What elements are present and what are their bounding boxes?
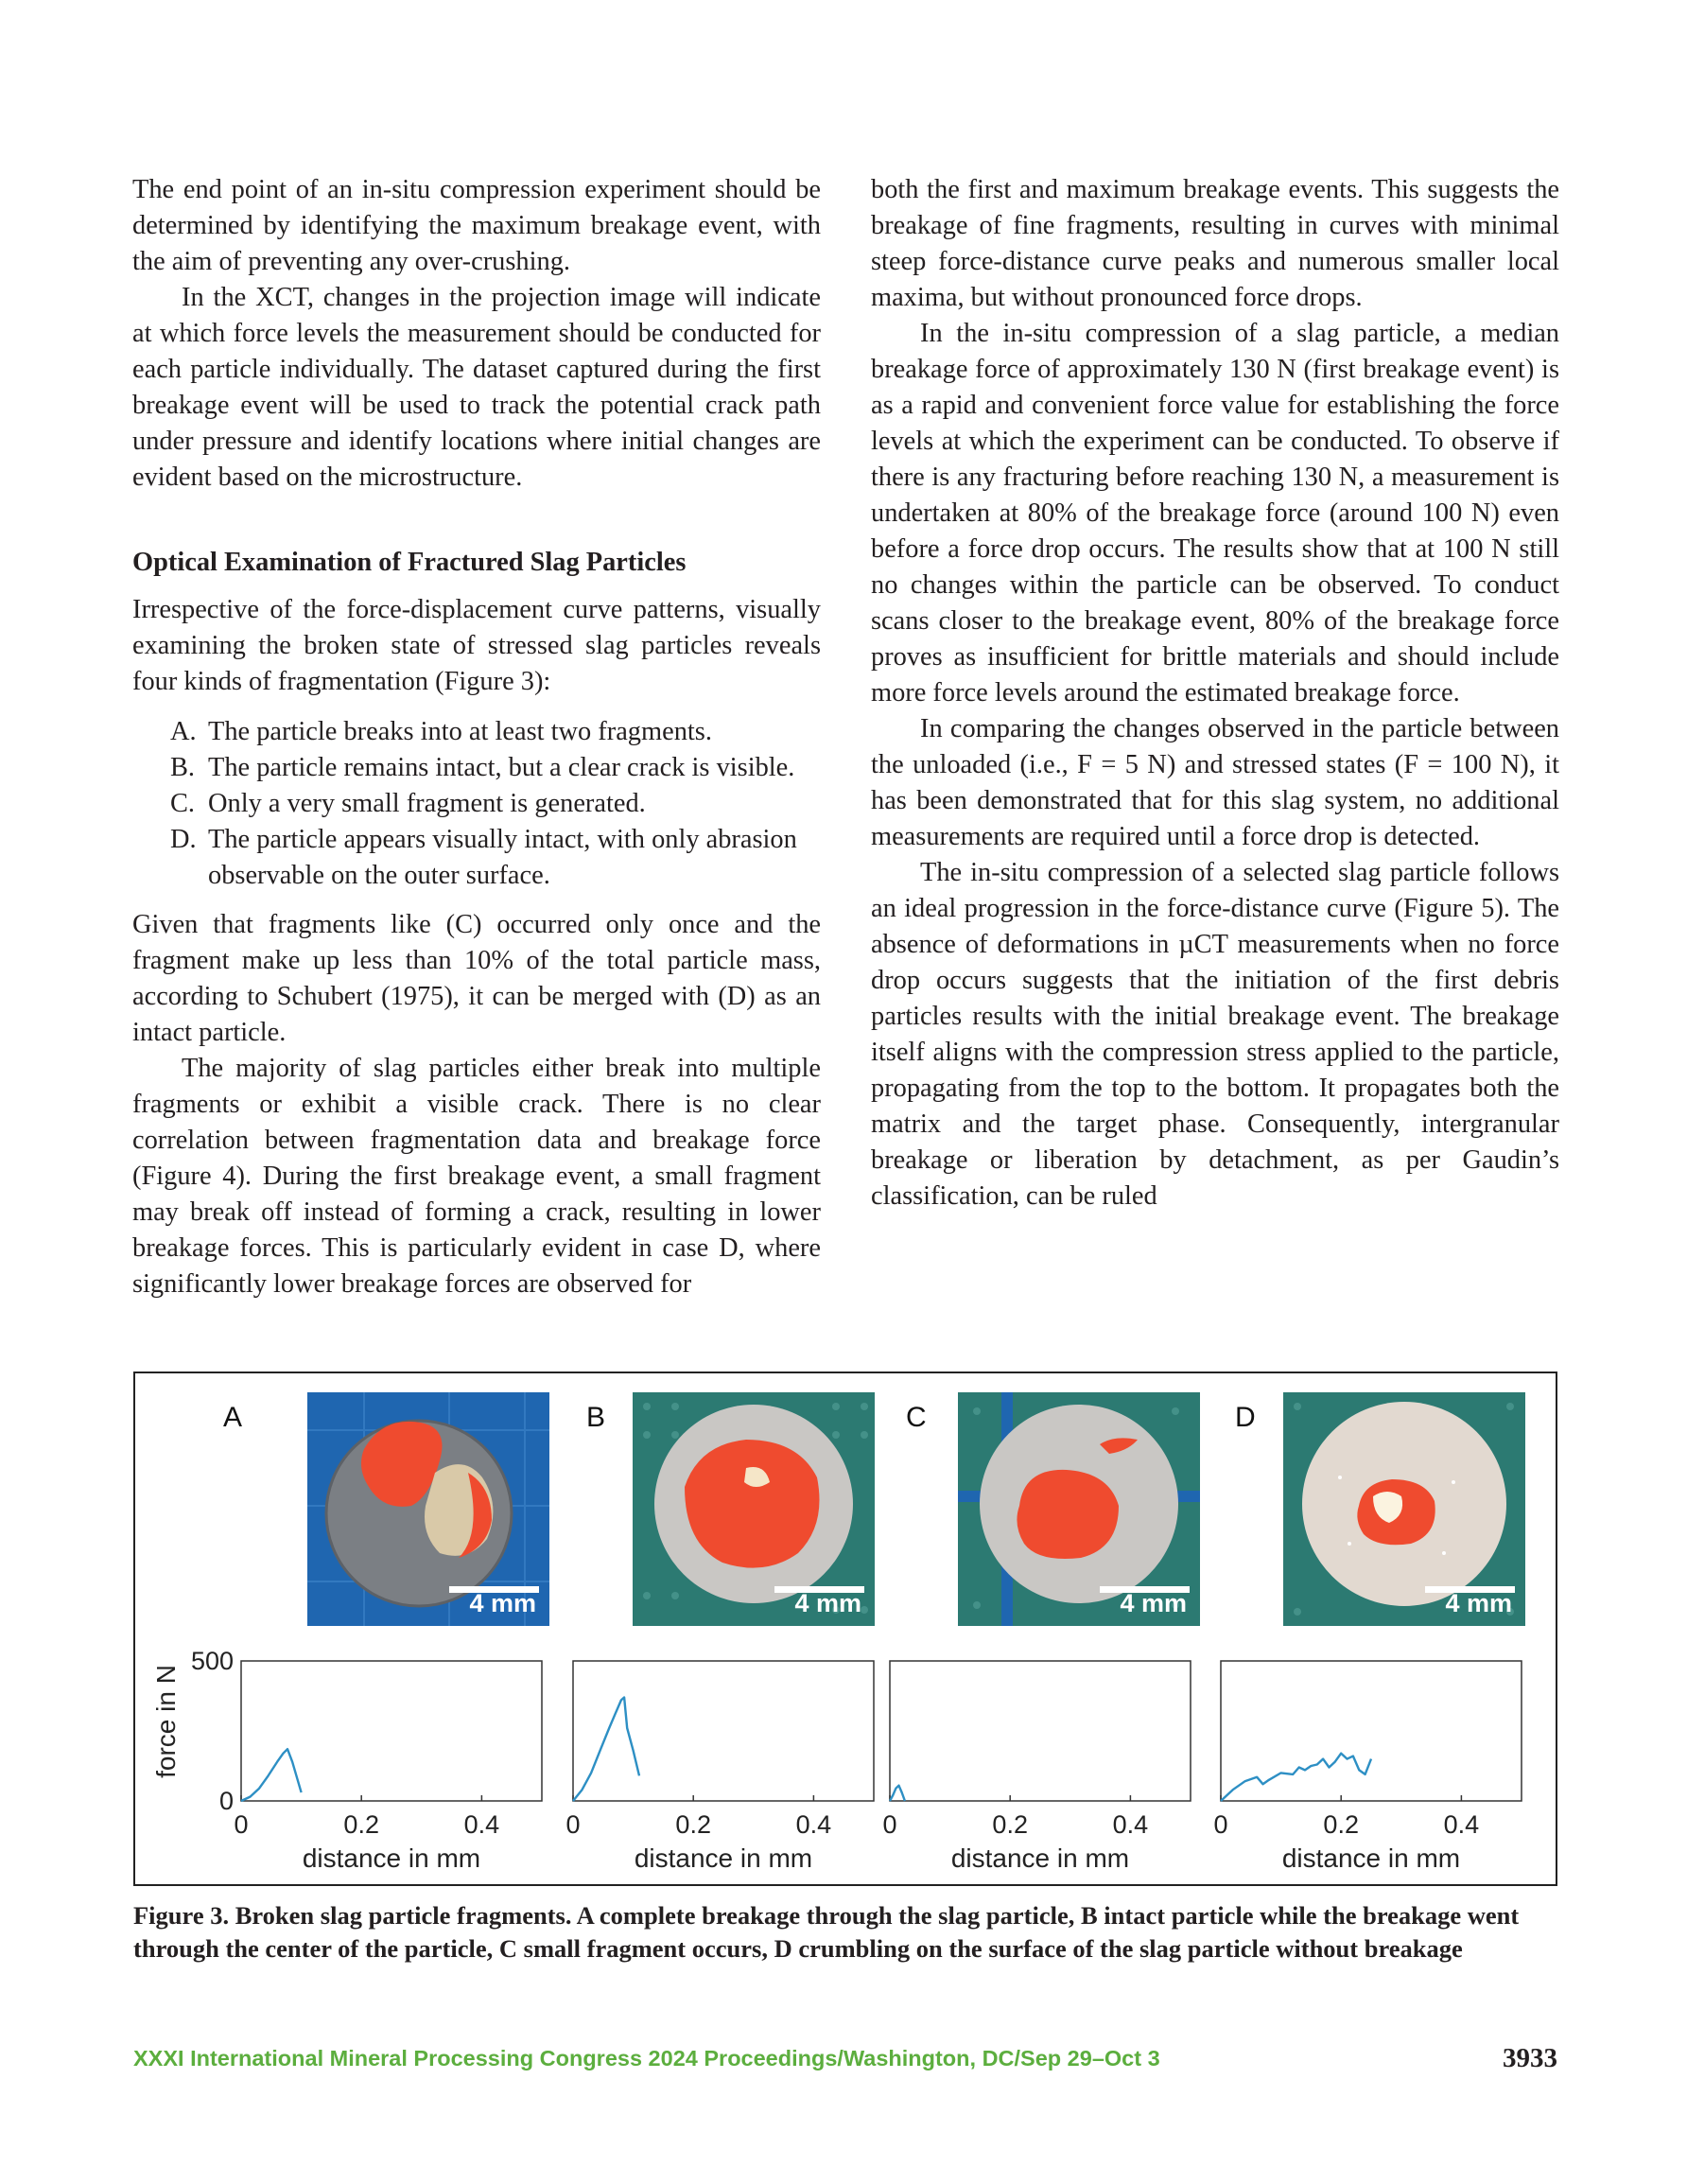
left-column bbox=[132, 172, 821, 1302]
paragraph: both the first and maximum breakage events. This suggests the breakage of fine fragments, resulting in curves with minimal steep force-distance curve peaks and numerous smaller local maxima, but without pronounced force drops. bbox=[871, 175, 1559, 312]
list-letter: B. bbox=[170, 753, 196, 782]
conference-footer: XXXI International Mineral Processing Congress 2024 Proceedings/Washington, DC/Sep 29–Oct 3 bbox=[133, 2046, 1160, 2070]
x-tick-label: 0 bbox=[882, 1810, 897, 1839]
list-text: Only a very small fragment is generated. bbox=[208, 789, 646, 818]
paragraph: In the XCT, changes in the projection image will indicate at which force levels the measurement should be conducted for each particle individually. The dataset captured during the first breakage event will be used to track the potential crack path under pressure and identify locations where initial changes are evident based on the microstructure. bbox=[132, 283, 821, 492]
list-letter: A. bbox=[170, 717, 197, 746]
x-tick-label: 0.4 bbox=[795, 1810, 832, 1839]
plot-frame bbox=[241, 1661, 542, 1801]
x-tick-label: 0.4 bbox=[1443, 1810, 1480, 1839]
list-text: The particle breaks into at least two fragments. bbox=[208, 717, 712, 746]
force-curve-c bbox=[890, 1786, 905, 1801]
x-axis-label: distance in mm bbox=[634, 1843, 813, 1873]
scale-bar-label: 4 mm bbox=[794, 1589, 861, 1617]
x-tick-label: 0 bbox=[1213, 1810, 1228, 1839]
paragraph: The end point of an in-situ compression experiment should be determined by identifying the maximum breakage event, with the aim of preventing any over-crushing. bbox=[132, 175, 821, 276]
force-curve-b bbox=[573, 1698, 639, 1802]
x-tick-label: 0.2 bbox=[1323, 1810, 1359, 1839]
fragmentation-list bbox=[132, 714, 821, 894]
paragraph: In the in-situ compression of a slag particle, a median breakage force of approximately 130 N (first breakage event) is as a rapid and convenient force value for establishing the force levels at which the experiment can be conducted. To observe if there is any fracturing before reaching 130 N, a measurement is undertaken at 80% of the breakage force (around 100 N) even before a force drop occurs. The results show that at 100 N still no changes within the particle can be observed. To conduct scans closer to the breakage event, 80% of the breakage force proves as insufficient for brittle materials and should include more force levels around the estimated breakage force. bbox=[871, 319, 1559, 708]
scale-bar-label: 4 mm bbox=[1445, 1589, 1512, 1617]
list-item bbox=[132, 714, 821, 750]
plot-frame bbox=[573, 1661, 874, 1801]
x-tick-label: 0 bbox=[234, 1810, 249, 1839]
plot-frame bbox=[890, 1661, 1191, 1801]
scale-bar-label: 4 mm bbox=[469, 1589, 536, 1617]
force-curve-a bbox=[241, 1749, 302, 1801]
x-tick-label: 0.2 bbox=[343, 1810, 379, 1839]
list-letter: C. bbox=[170, 789, 196, 818]
page-number: 3933 bbox=[1503, 2043, 1557, 2073]
x-tick-label: 0.4 bbox=[463, 1810, 500, 1839]
y-axis-label: force in N bbox=[151, 1665, 181, 1778]
figure-3 bbox=[133, 1372, 1557, 1886]
list-item bbox=[132, 786, 821, 822]
plot-frame bbox=[1221, 1661, 1522, 1801]
figure-caption: Figure 3. Broken slag particle fragments. A complete breakage through the slag particle, B intact particle while the breakage went through the center of the particle, C small fragment occurs, D crumbling on the surface of the slag particle without breakage bbox=[133, 1901, 1520, 1963]
y-tick-label: 0 bbox=[218, 1787, 234, 1815]
x-axis-label: distance in mm bbox=[1281, 1843, 1461, 1873]
list-item bbox=[132, 822, 821, 894]
list-text: The particle appears visually intact, with only abrasion observable on the outer surface. bbox=[208, 825, 797, 890]
right-column bbox=[871, 172, 1559, 1214]
force-distance-charts bbox=[135, 1373, 1556, 1884]
x-tick-label: 0.2 bbox=[675, 1810, 711, 1839]
list-text: The particle remains intact, but a clear crack is visible. bbox=[208, 753, 795, 782]
x-tick-label: 0.2 bbox=[992, 1810, 1028, 1839]
scale-bar-label: 4 mm bbox=[1120, 1589, 1187, 1617]
paragraph: Irrespective of the force-displacement curve patterns, visually examining the broken state of stressed slag particles reveals four kinds of fragmentation (Figure 3): bbox=[132, 595, 821, 696]
x-tick-label: 0 bbox=[565, 1810, 581, 1839]
section-heading: Optical Examination of Fractured Slag Particles bbox=[132, 548, 687, 577]
x-tick-label: 0.4 bbox=[1112, 1810, 1149, 1839]
x-axis-label: distance in mm bbox=[950, 1843, 1130, 1873]
paragraph: In comparing the changes observed in the particle between the unloaded (i.e., F = 5 N) and stressed states (F = 100 N), it has been demonstrated that for this slag system, no additional measurements are required until a force drop is detected. bbox=[871, 714, 1559, 851]
y-tick-label: 500 bbox=[190, 1647, 234, 1675]
panel-letter-d: D bbox=[1235, 1402, 1256, 1433]
list-letter: D. bbox=[170, 825, 197, 854]
panel-letter-c: C bbox=[906, 1402, 927, 1433]
paragraph: Given that fragments like (C) occurred only once and the fragment make up less than 10% of the total particle mass, according to Schubert (1975), it can be merged with (D) as an intact particle. bbox=[132, 910, 821, 1047]
paragraph: The majority of slag particles either break into multiple fragments or exhibit a visible crack. There is no clear correlation between fragmentation data and breakage force (Figure 4). During the first breakage event, a small fragment may break off instead of forming a crack, resulting in lower breakage forces. This is particularly evident in case D, where significantly lower breakage forces are observed for bbox=[132, 1054, 821, 1299]
panel-letter-a: A bbox=[223, 1402, 243, 1433]
force-curve-d bbox=[1221, 1754, 1371, 1801]
paragraph: The in-situ compression of a selected slag particle follows an ideal progression in the force-distance curve (Figure 5). The absence of deformations in µCT measurements when no force drop occurs suggests that the initiation of the first debris particles results with the initial breakage event. The breakage itself aligns with the compression stress applied to the particle, propagating from the top to the bottom. It propagates both the matrix and the target phase. Consequently, intergranular breakage or liberation by detachment, as per Gaudin’s classification, can be ruled bbox=[871, 858, 1559, 1211]
list-item bbox=[132, 750, 821, 786]
panel-letter-b: B bbox=[586, 1402, 606, 1433]
x-axis-label: distance in mm bbox=[302, 1843, 481, 1873]
